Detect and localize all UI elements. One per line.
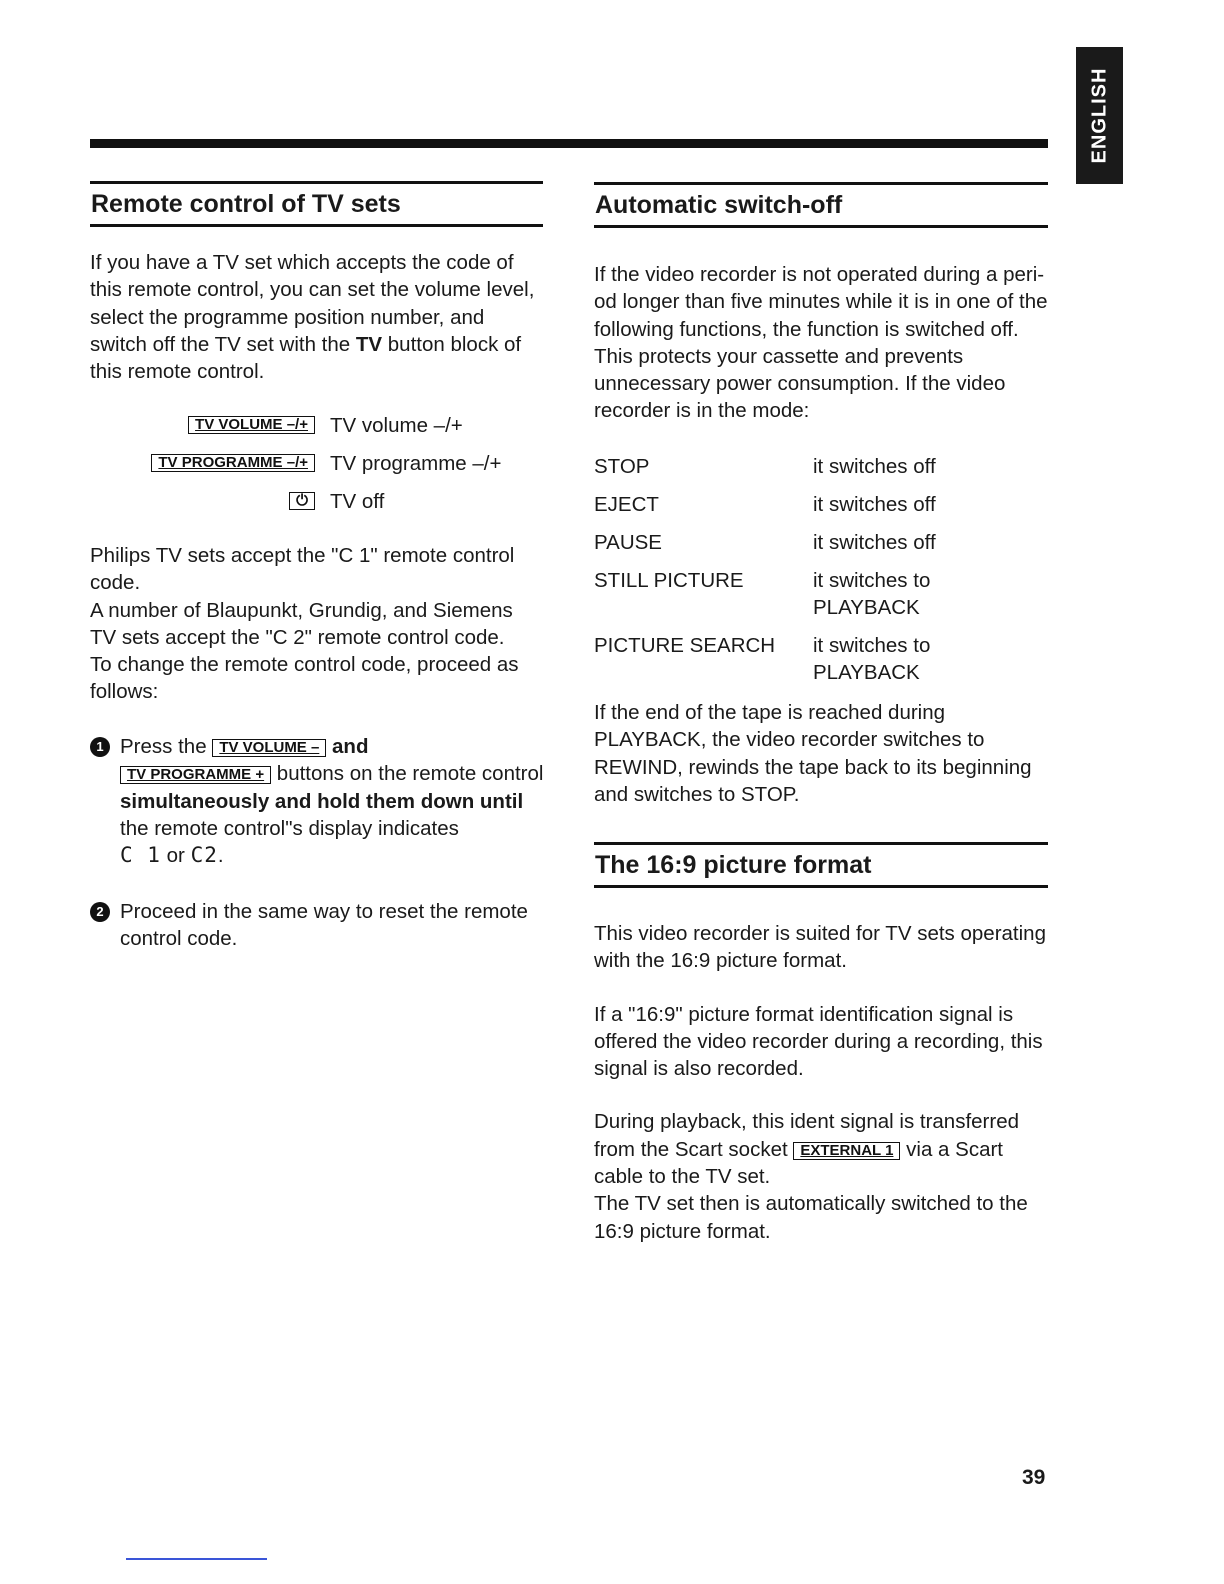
step-1 [90,733,543,883]
step-body: Proceed in the same way to reset the remote control code. [120,900,528,951]
section-16-9-format [594,842,1048,888]
step-body: Press the TV VOLUME – and TV PROGRAMME + buttons on the remote control simultaneously and hold them down until the remote control"s display indicates C 1 or C2. [120,735,544,868]
mode-table [594,453,1048,693]
format-paragraph-1: This video recorder is suited for TV sets operating with the 16:9 picture format. [594,922,1046,973]
philips-paragraph: Philips TV sets accept the "C 1" remote control code. [90,544,515,595]
section-title: The 16:9 picture format [595,851,872,879]
format-paragraph-3: During playback, this ident signal is transferred from the Scart socket EXTERNAL 1 via a Scart cable to the TV set. [594,1110,1020,1189]
section-heading [90,181,543,227]
tv-volume-key: TV VOLUME –/+ [188,416,315,434]
format-paragraph-4: The TV set then is automatically switched to the 16:9 picture format. [594,1192,1028,1243]
format-body [594,920,1048,1245]
step-number-badge: 1 [90,737,110,757]
step-2 [90,898,543,958]
button-table [90,412,543,522]
code-info [90,542,543,706]
section-title: Remote control of TV sets [91,190,401,218]
tv-programme-key: TV PROGRAMME –/+ [151,454,315,472]
button-row [90,450,543,480]
button-row [90,412,543,442]
blaupunkt-paragraph: A number of Blaupunkt, Grundig, and Siemens TV sets accept the "C 2" remote control code. [90,598,513,649]
top-rule [90,139,1048,148]
auto-intro [594,261,1048,425]
mode-name: STILL PICTURE [594,569,744,592]
change-code-paragraph: To change the remote control code, proceed as follows: [90,653,519,704]
section-heading [594,182,1048,228]
auto-end [594,699,1048,808]
mode-name: STOP [594,455,650,478]
standby-power-icon: ⏻ [289,492,315,510]
mode-action: it switches off [813,493,936,516]
section-auto-switch-off [594,182,1048,228]
tv-volume-minus-key: TV VOLUME – [212,739,326,757]
bottom-underline [126,1558,267,1560]
section-heading [594,842,1048,888]
mode-action: it switches to PLAYBACK [813,634,931,685]
language-tab-label: ENGLISH [1088,67,1110,164]
button-desc: TV programme –/+ [330,452,502,475]
mode-action: it switches off [813,531,936,554]
auto-intro-paragraph: If the video recorder is not operated during a peri- od longer than five minutes while it is in one of the following functions, the function is switched off. This protects your cassette and prevents unnecessary power consumption. If the video recorder is in the mode: [594,263,1048,423]
format-paragraph-2: If a "16:9" picture format identification signal is offered the video recorder during a recording, this signal is also recorded. [594,1002,1043,1081]
button-desc: TV volume –/+ [330,414,463,437]
step-number-badge: 2 [90,902,110,922]
section-title: Automatic switch-off [595,191,843,219]
mode-name: PICTURE SEARCH [594,634,776,657]
mode-name: EJECT [594,493,659,516]
page-number: 39 [1022,1466,1046,1489]
language-tab [1076,47,1123,184]
mode-action: it switches off [813,455,936,478]
lcd-code-c2: C2 [190,843,218,868]
tv-programme-plus-key: TV PROGRAMME + [120,766,271,784]
remote-intro [90,249,543,385]
mode-name: PAUSE [594,531,662,554]
tape-end-paragraph: If the end of the tape is reached during PLAYBACK, the video recorder switches to REWIND, rewinds the tape back to its beginning and switches to STOP. [594,701,1032,806]
button-row [90,488,543,518]
button-desc: TV off [330,490,385,513]
mode-action: it switches to PLAYBACK [813,569,931,620]
lcd-code-c1: C 1 [120,843,161,868]
external-1-key: EXTERNAL 1 [793,1142,900,1160]
intro-paragraph: If you have a TV set which accepts the code of this remote control, you can set the volume level, select the programme position number, and switch off the TV set with the TV button block of this remote control. [90,251,535,384]
section-remote-control [90,181,543,227]
